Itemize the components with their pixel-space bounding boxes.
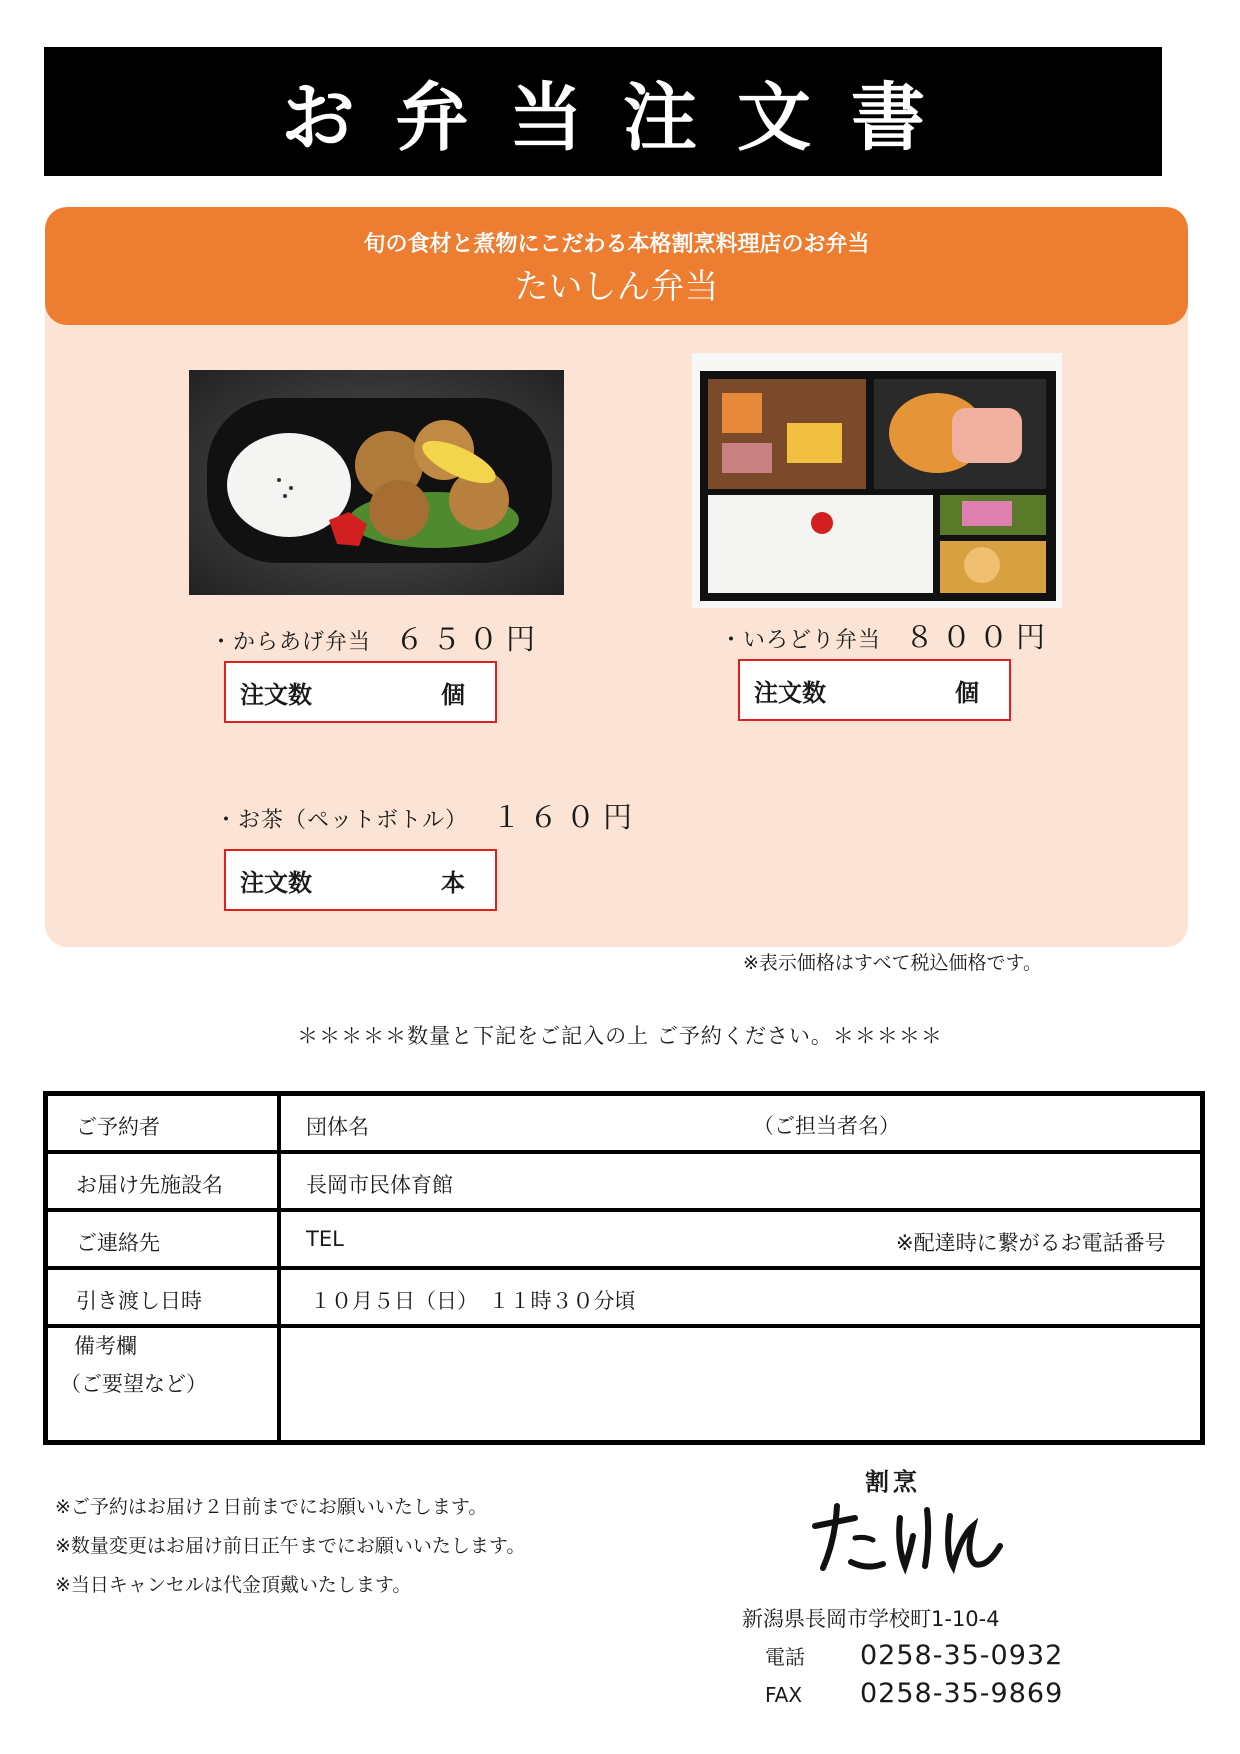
item-price: １６０円 — [492, 800, 641, 834]
fax-number: 0258-35-9869 — [860, 1678, 1064, 1709]
note-item: ※ご予約はお届け２日前までにお願いいたします。 — [55, 1496, 488, 1518]
contact-person-field[interactable]: （ご担当者名） — [753, 1114, 900, 1138]
order-label: 注文数 — [240, 680, 312, 709]
irodori-order-field[interactable] — [738, 659, 1011, 721]
order-label: 注文数 — [240, 868, 312, 897]
handover-datetime-field[interactable]: １０月５日（日） １１時３０分頃 — [310, 1289, 636, 1313]
form-row-handover — [48, 1270, 1200, 1324]
item-name: ・いろどり弁当 — [720, 628, 882, 653]
instruction-text: ＊＊＊＊＊数量と下記をご記入の上 ご予約ください。＊＊＊＊＊ — [297, 1024, 943, 1048]
item-price: ６５０円 — [395, 622, 544, 656]
form-label: お届け先施設名 — [76, 1173, 223, 1197]
order-label: 注文数 — [754, 678, 826, 707]
page-title: お弁当注文書 — [281, 74, 965, 161]
shop-fax — [765, 1678, 1063, 1709]
form-row-reserver — [48, 1096, 1200, 1150]
note-item: ※当日キャンセルは代金頂戴いたします。 — [55, 1574, 412, 1596]
panel-subtitle: 旬の食材と煮物にこだわる本格割烹料理店のお弁当 — [363, 232, 870, 257]
logo-calligraphy — [805, 1496, 1025, 1586]
title-banner — [44, 47, 1162, 176]
note-item: ※数量変更はお届け前日正午までにお願いいたします。 — [55, 1535, 526, 1557]
tea-order-field[interactable] — [224, 849, 497, 911]
logo-small-text: 割烹 — [865, 1467, 921, 1496]
form-row-contact — [48, 1212, 1200, 1266]
form-label: ご予約者 — [76, 1115, 160, 1139]
shop-address: 新潟県長岡市学校町1-10-4 — [742, 1607, 1000, 1631]
form-label: ご連絡先 — [76, 1231, 160, 1255]
tel-field[interactable]: TEL — [306, 1227, 344, 1251]
tea-label — [215, 795, 640, 836]
karaage-order-field[interactable] — [224, 661, 497, 723]
order-unit: 個 — [955, 678, 979, 707]
form-label: 備考欄 — [74, 1334, 137, 1358]
group-name-field[interactable]: 団体名 — [306, 1115, 369, 1139]
form-label: 引き渡し日時 — [76, 1289, 202, 1313]
shop-tel — [765, 1640, 1063, 1671]
tax-note: ※表示価格はすべて税込価格です。 — [743, 952, 1043, 974]
destination-field[interactable]: 長岡市民体育館 — [306, 1173, 453, 1197]
tel-label: 電話 — [765, 1645, 805, 1669]
karaage-bento-photo — [189, 370, 564, 595]
tel-note: ※配達時に繋がるお電話番号 — [896, 1231, 1166, 1255]
tel-number: 0258-35-0932 — [860, 1640, 1064, 1671]
panel-header — [45, 207, 1188, 325]
item-price: ８００円 — [905, 620, 1054, 654]
item-name: ・からあげ弁当 — [210, 630, 372, 655]
form-label-sub: （ご要望など） — [60, 1372, 207, 1396]
irodori-bento-photo — [692, 353, 1062, 608]
form-row-destination — [48, 1154, 1200, 1208]
shop-logo — [805, 1462, 1025, 1592]
fax-label: FAX — [765, 1683, 803, 1707]
order-unit: 個 — [441, 680, 465, 709]
form-row-remarks — [48, 1328, 1200, 1445]
irodori-bento-label — [720, 615, 1053, 656]
reservation-form — [43, 1091, 1205, 1445]
item-name: ・お茶（ペットボトル） — [215, 808, 469, 833]
shop-bento-name: たいしん弁当 — [514, 267, 719, 307]
karaage-bento-label — [210, 617, 543, 658]
notes — [55, 1488, 525, 1605]
order-unit: 本 — [441, 868, 465, 897]
